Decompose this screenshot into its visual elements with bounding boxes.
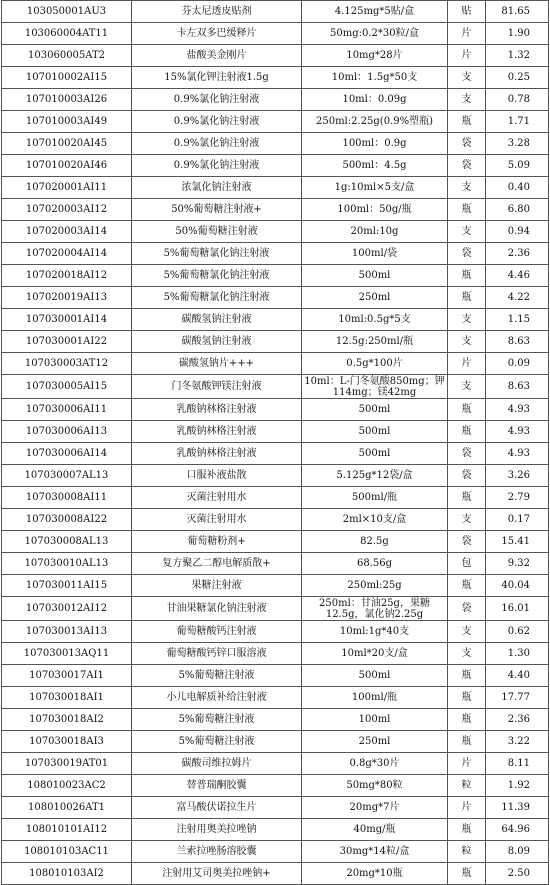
drug-code-cell: 107030018AI3 <box>2 731 132 753</box>
drug-unit-cell: 瓶 <box>448 199 486 221</box>
drug-name-cell: 碳酸氢钠注射液 <box>132 309 302 331</box>
drug-name-cell: 盐酸美金刚片 <box>132 45 302 67</box>
drug-spec-cell: 100ml <box>302 709 448 731</box>
drug-code-cell: 107030006AI13 <box>2 421 132 443</box>
drug-price-cell: 0.40 <box>486 177 549 199</box>
table-row <box>2 199 549 221</box>
table-row <box>2 309 549 331</box>
drug-spec-cell: 10ml：0.09g <box>302 89 448 111</box>
drug-price-cell: 2.50 <box>486 863 549 885</box>
table-row <box>2 709 549 731</box>
drug-price-cell: 3.22 <box>486 731 549 753</box>
drug-code-cell: 107010020AI46 <box>2 155 132 177</box>
drug-name-cell: 复方聚乙二醇电解质散+ <box>132 553 302 575</box>
drug-price-cell: 0.94 <box>486 221 549 243</box>
drug-name-cell: 小儿电解质补给注射液 <box>132 687 302 709</box>
table-row <box>2 287 549 309</box>
drug-name-cell: 5%葡萄糖注射液 <box>132 665 302 687</box>
drug-price-cell: 16.01 <box>486 597 549 621</box>
drug-spec-cell: 4.125mg*5贴/盒 <box>302 1 448 23</box>
drug-code-cell: 107030012AI12 <box>2 597 132 621</box>
drug-code-cell: 107030018AI2 <box>2 709 132 731</box>
drug-unit-cell: 粒 <box>448 775 486 797</box>
drug-unit-cell: 袋 <box>448 443 486 465</box>
drug-spec-cell: 10mg*28片 <box>302 45 448 67</box>
drug-unit-cell: 瓶 <box>448 731 486 753</box>
table-row <box>2 331 549 353</box>
drug-price-cell: 0.17 <box>486 509 549 531</box>
table-row <box>2 731 549 753</box>
drug-code-cell: 107030008AI11 <box>2 487 132 509</box>
drug-unit-cell: 瓶 <box>448 687 486 709</box>
table-row <box>2 399 549 421</box>
drug-price-cell: 81.65 <box>486 1 549 23</box>
drug-name-cell: 50%葡萄糖注射液+ <box>132 199 302 221</box>
table-row <box>2 45 549 67</box>
drug-spec-cell: 250ml <box>302 731 448 753</box>
drug-code-cell: 107030010AL13 <box>2 553 132 575</box>
drug-price-cell: 0.09 <box>486 353 549 375</box>
drug-code-cell: 107020018AI12 <box>2 265 132 287</box>
drug-price-cell: 15.41 <box>486 531 549 553</box>
drug-unit-cell: 片 <box>448 353 486 375</box>
drug-name-cell: 碳酸氢钠片+++ <box>132 353 302 375</box>
drug-spec-cell: 250ml <box>302 287 448 309</box>
drug-unit-cell: 支 <box>448 221 486 243</box>
drug-name-cell: 注射用奥美拉唑钠 <box>132 819 302 841</box>
table-row <box>2 353 549 375</box>
table-row <box>2 265 549 287</box>
drug-unit-cell: 瓶 <box>448 421 486 443</box>
drug-unit-cell: 支 <box>448 375 486 399</box>
drug-price-cell: 5.09 <box>486 155 549 177</box>
table-row <box>2 797 549 819</box>
drug-name-cell: 芬太尼透皮贴剂 <box>132 1 302 23</box>
drug-name-cell: 甘油果糖氯化钠注射液 <box>132 597 302 621</box>
drug-price-cell: 0.78 <box>486 89 549 111</box>
drug-price-cell: 0.62 <box>486 621 549 643</box>
drug-price-cell: 40.04 <box>486 575 549 597</box>
drug-unit-cell: 袋 <box>448 531 486 553</box>
drug-unit-cell: 瓶 <box>448 265 486 287</box>
drug-unit-cell: 瓶 <box>448 287 486 309</box>
table-row <box>2 1 549 23</box>
drug-price-cell: 8.09 <box>486 841 549 863</box>
drug-price-cell: 4.22 <box>486 287 549 309</box>
drug-spec-cell: 20mg*7片 <box>302 797 448 819</box>
drug-name-cell: 葡萄糖酸钙注射液 <box>132 621 302 643</box>
drug-spec-cell: 500ml：4.5g <box>302 155 448 177</box>
table-row <box>2 643 549 665</box>
drug-unit-cell: 支 <box>448 643 486 665</box>
table-row <box>2 23 549 45</box>
drug-spec-cell: 500ml <box>302 421 448 443</box>
drug-spec-cell: 12.5g:250ml/瓶 <box>302 331 448 353</box>
drug-code-cell: 107020001AI11 <box>2 177 132 199</box>
drug-spec-cell: 5.125g*12袋/盒 <box>302 465 448 487</box>
drug-price-cell: 1.71 <box>486 111 549 133</box>
drug-name-cell: 0.9%氯化钠注射液 <box>132 89 302 111</box>
drug-price-cell: 1.90 <box>486 23 549 45</box>
drug-name-cell: 葡萄糖粉剂+ <box>132 531 302 553</box>
drug-name-cell: 注射用艾司奥美拉唑钠+ <box>132 863 302 885</box>
drug-spec-cell: 500ml <box>302 443 448 465</box>
drug-unit-cell: 粒 <box>448 841 486 863</box>
drug-code-cell: 107030008AI22 <box>2 509 132 531</box>
drug-code-cell: 108010026AT1 <box>2 797 132 819</box>
table-row <box>2 665 549 687</box>
drug-spec-cell: 10ml*20支/盒 <box>302 643 448 665</box>
drug-code-cell: 107030007AL13 <box>2 465 132 487</box>
table-row <box>2 575 549 597</box>
drug-price-cell: 1.15 <box>486 309 549 331</box>
drug-code-cell: 107010002AI15 <box>2 67 132 89</box>
drug-unit-cell: 片 <box>448 753 486 775</box>
drug-spec-cell: 250ml:2.25g(0.9%塑瓶) <box>302 111 448 133</box>
drug-unit-cell: 支 <box>448 621 486 643</box>
drug-code-cell: 107030008AL13 <box>2 531 132 553</box>
drug-spec-cell: 0.5g*100片 <box>302 353 448 375</box>
drug-name-cell: 5%葡萄糖氯化钠注射液 <box>132 243 302 265</box>
drug-code-cell: 103060004AT11 <box>2 23 132 45</box>
drug-spec-cell: 1g:10ml×5支/盒 <box>302 177 448 199</box>
table-row <box>2 221 549 243</box>
drug-code-cell: 107030006AI11 <box>2 399 132 421</box>
drug-code-cell: 107010020AI45 <box>2 133 132 155</box>
drug-unit-cell: 支 <box>448 509 486 531</box>
drug-price-cell: 17.77 <box>486 687 549 709</box>
drug-code-cell: 107030001AI14 <box>2 309 132 331</box>
drug-code-cell: 107020019AI13 <box>2 287 132 309</box>
table-row <box>2 597 549 621</box>
drug-name-cell: 5%葡萄糖注射液 <box>132 731 302 753</box>
drug-price-cell: 4.93 <box>486 399 549 421</box>
table-row <box>2 687 549 709</box>
drug-price-cell: 11.39 <box>486 797 549 819</box>
drug-name-cell: 灭菌注射用水 <box>132 509 302 531</box>
drug-price-cell: 64.96 <box>486 819 549 841</box>
drug-price-cell: 1.32 <box>486 45 549 67</box>
drug-price-cell: 2.79 <box>486 487 549 509</box>
drug-name-cell: 5%葡萄糖氯化钠注射液 <box>132 287 302 309</box>
drug-spec-cell: 250ml：甘油25g，果糖12.5g，氯化钠2.25g <box>302 597 448 621</box>
drug-unit-cell: 袋 <box>448 133 486 155</box>
drug-spec-cell: 82.5g <box>302 531 448 553</box>
drug-unit-cell: 瓶 <box>448 111 486 133</box>
drug-code-cell: 107030001AI22 <box>2 331 132 353</box>
drug-spec-cell: 40mg/瓶 <box>302 819 448 841</box>
table-row <box>2 67 549 89</box>
drug-code-cell: 107020003AI14 <box>2 221 132 243</box>
drug-price-cell: 8.63 <box>486 331 549 353</box>
drug-name-cell: 乳酸钠林格注射液 <box>132 443 302 465</box>
table-row <box>2 421 549 443</box>
drug-unit-cell: 瓶 <box>448 819 486 841</box>
drug-unit-cell: 支 <box>448 309 486 331</box>
drug-name-cell: 富马酸伏诺拉生片 <box>132 797 302 819</box>
drug-name-cell: 替普瑞酮胶囊 <box>132 775 302 797</box>
drug-price-cell: 2.36 <box>486 709 549 731</box>
drug-unit-cell: 片 <box>448 797 486 819</box>
drug-name-cell: 0.9%氯化钠注射液 <box>132 111 302 133</box>
drug-name-cell: 果糖注射液 <box>132 575 302 597</box>
table-row <box>2 841 549 863</box>
drug-unit-cell: 瓶 <box>448 863 486 885</box>
drug-code-cell: 108010101AI12 <box>2 819 132 841</box>
drug-code-cell: 107030011AI15 <box>2 575 132 597</box>
drug-spec-cell: 100ml/瓶 <box>302 687 448 709</box>
drug-unit-cell: 瓶 <box>448 575 486 597</box>
drug-price-cell: 6.80 <box>486 199 549 221</box>
drug-name-cell: 碳酸司维拉姆片 <box>132 753 302 775</box>
drug-price-cell: 1.30 <box>486 643 549 665</box>
table-row <box>2 443 549 465</box>
table-row <box>2 375 549 399</box>
drug-price-cell: 8.11 <box>486 753 549 775</box>
drug-name-cell: 15%氯化钾注射液1.5g <box>132 67 302 89</box>
drug-code-cell: 107030017AI1 <box>2 665 132 687</box>
drug-code-cell: 107030006AI14 <box>2 443 132 465</box>
drug-code-cell: 107010003AI26 <box>2 89 132 111</box>
drug-code-cell: 103060005AT2 <box>2 45 132 67</box>
drug-code-cell: 107020003AI12 <box>2 199 132 221</box>
drug-code-cell: 107030005AI15 <box>2 375 132 399</box>
table-row <box>2 243 549 265</box>
table-row <box>2 509 549 531</box>
drug-spec-cell: 10ml:1g*40支 <box>302 621 448 643</box>
drug-spec-cell: 250ml:25g <box>302 575 448 597</box>
drug-price-cell: 8.63 <box>486 375 549 399</box>
drug-spec-cell: 30mg*14粒/盒 <box>302 841 448 863</box>
drug-price-cell: 1.92 <box>486 775 549 797</box>
drug-name-cell: 口服补液盐散 <box>132 465 302 487</box>
drug-price-table <box>1 0 549 885</box>
drug-unit-cell: 袋 <box>448 597 486 621</box>
drug-spec-cell: 500ml <box>302 399 448 421</box>
drug-unit-cell: 瓶 <box>448 665 486 687</box>
drug-price-cell: 4.93 <box>486 443 549 465</box>
drug-name-cell: 卡左双多巴缓释片 <box>132 23 302 45</box>
drug-code-cell: 107030018AI1 <box>2 687 132 709</box>
drug-unit-cell: 瓶 <box>448 709 486 731</box>
drug-name-cell: 浓氯化钠注射液 <box>132 177 302 199</box>
drug-name-cell: 5%葡萄糖注射液 <box>132 709 302 731</box>
drug-code-cell: 108010103AC11 <box>2 841 132 863</box>
drug-spec-cell: 500ml <box>302 665 448 687</box>
table-row <box>2 819 549 841</box>
table-row <box>2 531 549 553</box>
drug-price-cell: 3.28 <box>486 133 549 155</box>
drug-unit-cell: 片 <box>448 23 486 45</box>
drug-unit-cell: 袋 <box>448 155 486 177</box>
drug-unit-cell: 袋 <box>448 465 486 487</box>
drug-unit-cell: 支 <box>448 67 486 89</box>
drug-name-cell: 门冬氨酸钾镁注射液 <box>132 375 302 399</box>
drug-spec-cell: 68.56g <box>302 553 448 575</box>
drug-spec-cell: 50mg:0.2*30粒/盒 <box>302 23 448 45</box>
drug-spec-cell: 500ml <box>302 265 448 287</box>
drug-name-cell: 0.9%氯化钠注射液 <box>132 155 302 177</box>
drug-name-cell: 乳酸钠林格注射液 <box>132 399 302 421</box>
drug-name-cell: 碳酸氢钠注射液 <box>132 331 302 353</box>
drug-name-cell: 灭菌注射用水 <box>132 487 302 509</box>
drug-unit-cell: 贴 <box>448 1 486 23</box>
drug-name-cell: 兰索拉唑肠溶胶囊 <box>132 841 302 863</box>
drug-price-cell: 2.36 <box>486 243 549 265</box>
table-row <box>2 111 549 133</box>
drug-code-cell: 108010023AC2 <box>2 775 132 797</box>
drug-code-cell: 103050001AU3 <box>2 1 132 23</box>
drug-code-cell: 107030013AQ11 <box>2 643 132 665</box>
drug-price-cell: 4.93 <box>486 421 549 443</box>
drug-unit-cell: 支 <box>448 177 486 199</box>
drug-price-cell: 3.26 <box>486 465 549 487</box>
drug-name-cell: 葡萄糖酸钙锌口服溶液 <box>132 643 302 665</box>
table-row <box>2 553 549 575</box>
drug-spec-cell: 100ml/袋 <box>302 243 448 265</box>
drug-unit-cell: 瓶 <box>448 487 486 509</box>
drug-code-cell: 107030003AT12 <box>2 353 132 375</box>
table-row <box>2 89 549 111</box>
drug-spec-cell: 10ml:0.5g*5支 <box>302 309 448 331</box>
drug-price-cell: 0.25 <box>486 67 549 89</box>
table-row <box>2 753 549 775</box>
drug-spec-cell: 20ml:10g <box>302 221 448 243</box>
drug-spec-cell: 10ml：1.5g*50支 <box>302 67 448 89</box>
drug-price-cell: 4.40 <box>486 665 549 687</box>
drug-unit-cell: 瓶 <box>448 399 486 421</box>
table-row <box>2 465 549 487</box>
drug-code-cell: 108010103AI2 <box>2 863 132 885</box>
drug-spec-cell: 2ml×10支/盒 <box>302 509 448 531</box>
table-row <box>2 487 549 509</box>
drug-spec-cell: 10ml：L-门冬氨酸850mg；钾114mg；镁42mg <box>302 375 448 399</box>
drug-unit-cell: 袋 <box>448 243 486 265</box>
drug-price-cell: 4.46 <box>486 265 549 287</box>
drug-price-cell: 9.32 <box>486 553 549 575</box>
drug-name-cell: 乳酸钠林格注射液 <box>132 421 302 443</box>
drug-unit-cell: 支 <box>448 89 486 111</box>
drug-name-cell: 5%葡萄糖氯化钠注射液 <box>132 265 302 287</box>
drug-spec-cell: 100ml：0.9g <box>302 133 448 155</box>
drug-name-cell: 50%葡萄糖注射液 <box>132 221 302 243</box>
table-row <box>2 155 549 177</box>
table-row <box>2 775 549 797</box>
drug-spec-cell: 100ml：50g/瓶 <box>302 199 448 221</box>
drug-spec-cell: 0.8g*30片 <box>302 753 448 775</box>
drug-unit-cell: 包 <box>448 553 486 575</box>
drug-table-body <box>2 1 549 885</box>
table-row <box>2 863 549 885</box>
drug-spec-cell: 50mg*80粒 <box>302 775 448 797</box>
drug-unit-cell: 片 <box>448 45 486 67</box>
drug-spec-cell: 20mg*10瓶 <box>302 863 448 885</box>
drug-code-cell: 107030013AI13 <box>2 621 132 643</box>
table-row <box>2 133 549 155</box>
drug-code-cell: 107010003AI49 <box>2 111 132 133</box>
drug-name-cell: 0.9%氯化钠注射液 <box>132 133 302 155</box>
drug-code-cell: 107030019AT01 <box>2 753 132 775</box>
drug-unit-cell: 支 <box>448 331 486 353</box>
drug-code-cell: 107020004AI14 <box>2 243 132 265</box>
table-row <box>2 621 549 643</box>
drug-spec-cell: 500ml/瓶 <box>302 487 448 509</box>
table-row <box>2 177 549 199</box>
